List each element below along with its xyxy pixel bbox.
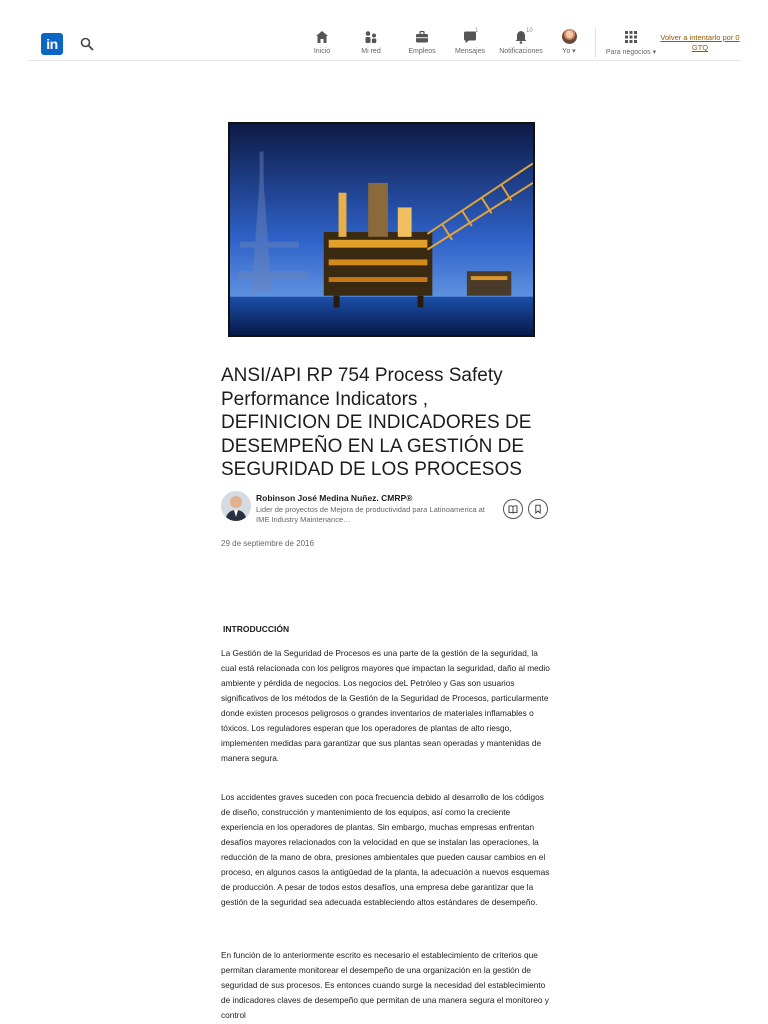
nav-home[interactable] xyxy=(306,29,338,59)
nav-messaging[interactable] xyxy=(453,29,487,59)
open-book-icon xyxy=(508,504,518,514)
premium-retry-link[interactable]: Volver a intentarlo por 0 GTQ xyxy=(660,33,740,52)
nav-for-business[interactable] xyxy=(600,29,662,59)
nav-notifications[interactable] xyxy=(497,29,545,59)
author-headline: Lider de proyectos de Mejora de productividad para Latinoamerica at IME Industry Maintenance… xyxy=(256,505,485,524)
nav-for-business-label: Para negocios ▾ xyxy=(605,49,657,56)
grid-icon xyxy=(623,29,639,45)
avatar xyxy=(562,29,577,44)
article-title: ANSI/API RP 754 Process Safety Performance Indicators , DEFINICION DE INDICADORES DE DESEMPEÑO EN LA GESTIÓN DE SEGURIDAD DE LOS PROCESOS xyxy=(221,365,532,480)
home-icon xyxy=(314,29,330,45)
nav-notifications-label: Notificaciones xyxy=(499,48,543,55)
messaging-badge: 1 xyxy=(475,28,479,34)
nav-my-network[interactable] xyxy=(355,29,387,59)
top-navigation xyxy=(28,26,741,61)
nav-divider xyxy=(595,28,596,58)
chevron-down-icon: ▾ xyxy=(652,49,657,56)
section-heading: INTRODUCCIÓN xyxy=(223,624,290,634)
author-name[interactable]: Robinson José Medina Nuñez. CMRP® xyxy=(256,493,413,503)
network-icon xyxy=(363,29,379,45)
nav-me[interactable] xyxy=(556,29,582,59)
briefcase-icon xyxy=(414,29,430,45)
notifications-badge: 10 xyxy=(526,28,533,34)
publish-date: 29 de septiembre de 2016 xyxy=(221,539,314,548)
article-paragraph: Los accidentes graves suceden con poca frecuencia debido al desarrollo de los códigos de diseño, construcción y mantenimiento de los equipos, así como la creciente experiencia en los operadores de plantas. Sin embargo, muchas empresas enfrentan desafíos mayores relacionados con la velocidad en que se instalan las operaciones, la reducción de la mano de obra, presiones ambientales que pueden causar cambios en el proceso, en algunos casos la antigüedad de la planta, la adecuación a nuevos esquemas de producción. A pesar de todos estos desafíos, una empresa debe garantizar que la gestión de la seguridad sea adecuada estableciendo altos estándares de desempeño. xyxy=(221,792,550,907)
search-icon[interactable] xyxy=(79,36,95,52)
open-book-button[interactable] xyxy=(503,499,523,519)
linkedin-logo[interactable]: in xyxy=(41,33,63,55)
nav-home-label: Inicio xyxy=(313,48,331,55)
nav-me-label: Yo ▾ xyxy=(562,48,576,55)
article-cover-image xyxy=(228,122,535,337)
article-paragraph: En función de lo anteriormente escrito es necesario el establecimiento de criterios que permitan claramente monitorear el desempeño de una organización en la gestión de seguridad de sus procesos. Es entonces cuando surge la necesidad del establecimiento de indicadores claves de desempeño que permitan de una manera segura el monitoreo y control xyxy=(221,950,549,1020)
nav-my-network-label: Mi red xyxy=(361,48,381,55)
nav-messaging-label: Mensajes xyxy=(455,48,485,55)
chevron-down-icon: ▾ xyxy=(572,48,576,55)
nav-jobs-label: Empleos xyxy=(408,48,436,55)
author-avatar[interactable] xyxy=(221,491,251,521)
article-paragraph: La Gestión de la Seguridad de Procesos es una parte de la gestión de la seguridad, la cual está relacionada con los peligros mayores que impactan la seguridad, daño al medio ambiente y pérdida de negocios. Los negocios deL Petróleo y Gas son usuarios significativos de los métodos de la Gestión de la Seguridad de Procesos, particularmente donde existen procesos peligrosos o grandes inventarios de materiales inflamables o tóxicos. Los reguladores esperan que los operadores de plantas de alto riesgo, implementen medidas para garantizar que sus plantas sean operadas y mantenidas de manera segura. xyxy=(221,648,550,763)
nav-jobs[interactable] xyxy=(405,29,439,59)
bookmark-icon xyxy=(533,504,543,514)
save-article-button[interactable] xyxy=(528,499,548,519)
